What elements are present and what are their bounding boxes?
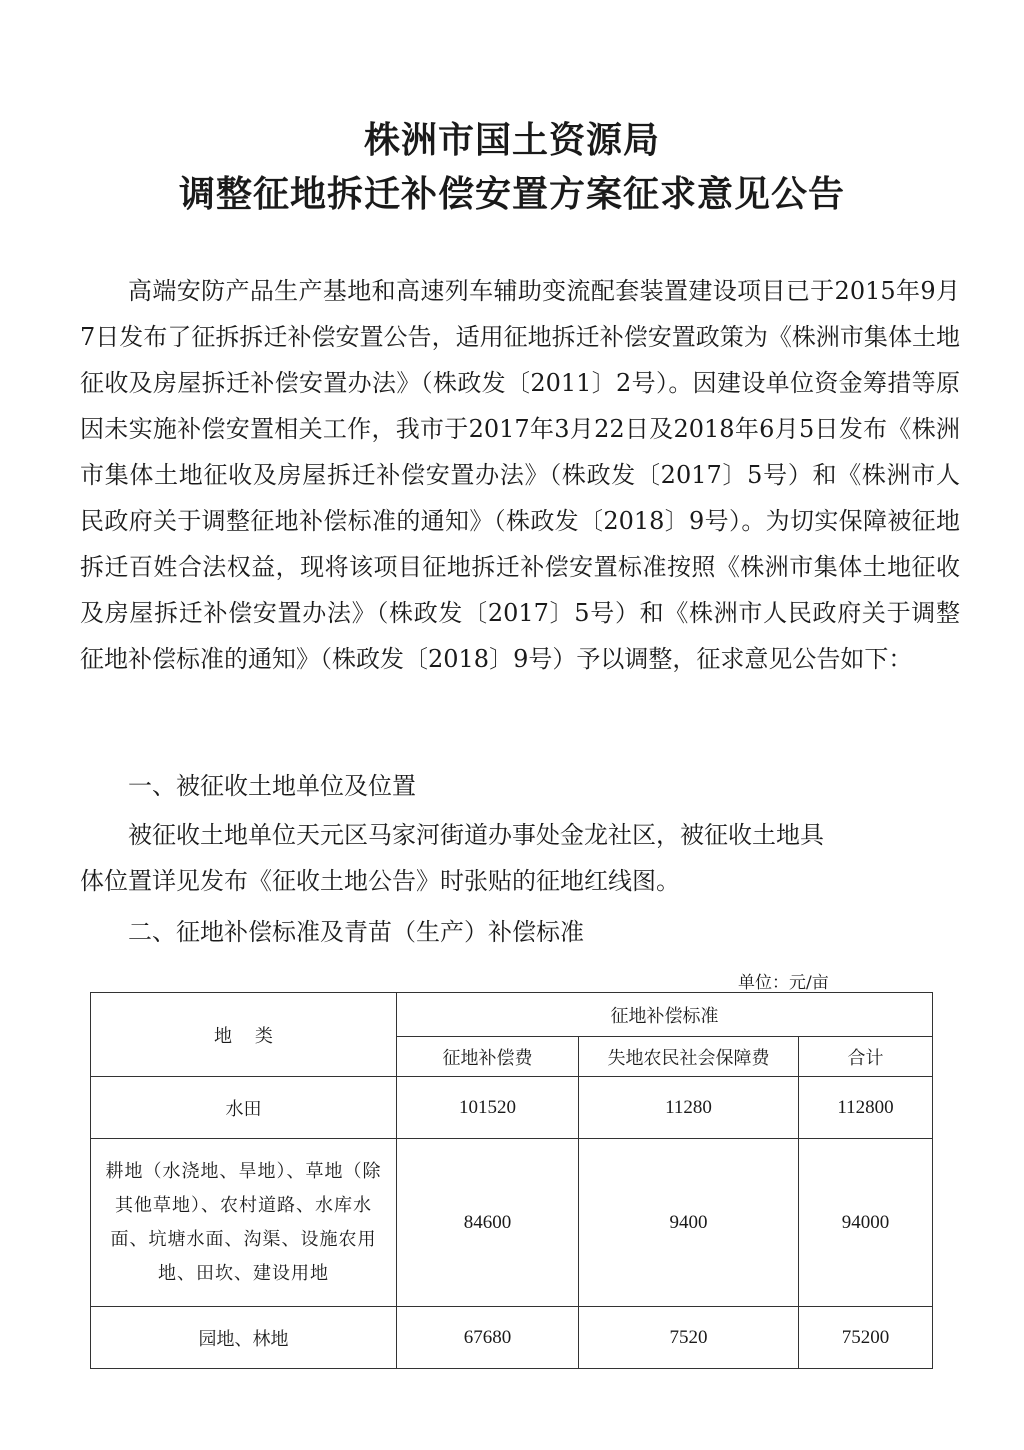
- row-total: 94000: [799, 1139, 933, 1307]
- row-comp: 67680: [397, 1307, 579, 1369]
- row-type: 耕地（水浇地、旱地）、草地（除其他草地）、农村道路、水库水面、坑塘水面、沟渠、设施农用地、田坎、建设用地: [91, 1139, 397, 1307]
- table-row: [91, 1139, 933, 1307]
- row-social: 11280: [579, 1077, 799, 1139]
- section1-line2: 体位置详见发布《征收土地公告》时张贴的征地红线图。: [80, 867, 680, 895]
- table-row: [91, 1307, 933, 1369]
- compensation-table: [90, 992, 933, 1369]
- intro-paragraph: [80, 268, 960, 682]
- header-comp: 征地补偿费: [397, 1037, 579, 1077]
- header-total: 合计: [799, 1037, 933, 1077]
- section1-heading: 一、被征收土地单位及位置: [128, 772, 416, 800]
- header-group: 征地补偿标准: [397, 993, 933, 1037]
- section2-heading: 二、征地补偿标准及青苗（生产）补偿标准: [128, 918, 584, 946]
- row-social: 9400: [579, 1139, 799, 1307]
- row-total: 112800: [799, 1077, 933, 1139]
- header-land-type: 地 类: [91, 993, 397, 1077]
- table-row: [91, 1077, 933, 1139]
- header-social: 失地农民社会保障费: [579, 1037, 799, 1077]
- row-type: 园地、林地: [91, 1307, 397, 1369]
- row-total: 75200: [799, 1307, 933, 1369]
- row-comp: 101520: [397, 1077, 579, 1139]
- document-title-line2: 调整征地拆迁补偿安置方案征求意见公告: [178, 173, 845, 215]
- row-comp: 84600: [397, 1139, 579, 1307]
- row-social: 7520: [579, 1307, 799, 1369]
- section1-line1: 被征收土地单位天元区马家河街道办事处金龙社区，被征收土地具: [128, 821, 824, 849]
- document-title-line1: 株洲市国土资源局: [363, 119, 660, 161]
- row-type: 水田: [91, 1077, 397, 1139]
- unit-label: 单位：元/亩: [738, 973, 829, 993]
- section1-paragraph: [80, 812, 960, 904]
- intro-text: 高端安防产品生产基地和高速列车辅助变流配套装置建设项目已于2015年9月7日发布了征拆拆迁补偿安置公告，适用征地拆迁补偿安置政策为《株洲市集体土地征收及房屋拆迁补偿安置办法》（株政发〔2011〕2号）。因建设单位资金筹措等原因未实施补偿安置相关工作，我市于2017年3月22日及2018年6月5日发布《株洲市集体土地征收及房屋拆迁补偿安置办法》（株政发〔2017〕5号）和《株洲市人民政府关于调整征地补偿标准的通知》（株政发〔2018〕9号）。为切实保障被征地拆迁百姓合法权益，现将该项目征地拆迁补偿安置标准按照《株洲市集体土地征收及房屋拆迁补偿安置办法》（株政发〔2017〕5号）和《株洲市人民政府关于调整征地补偿标准的通知》（株政发〔2018〕9号）予以调整，征求意见公告如下：: [80, 277, 960, 673]
